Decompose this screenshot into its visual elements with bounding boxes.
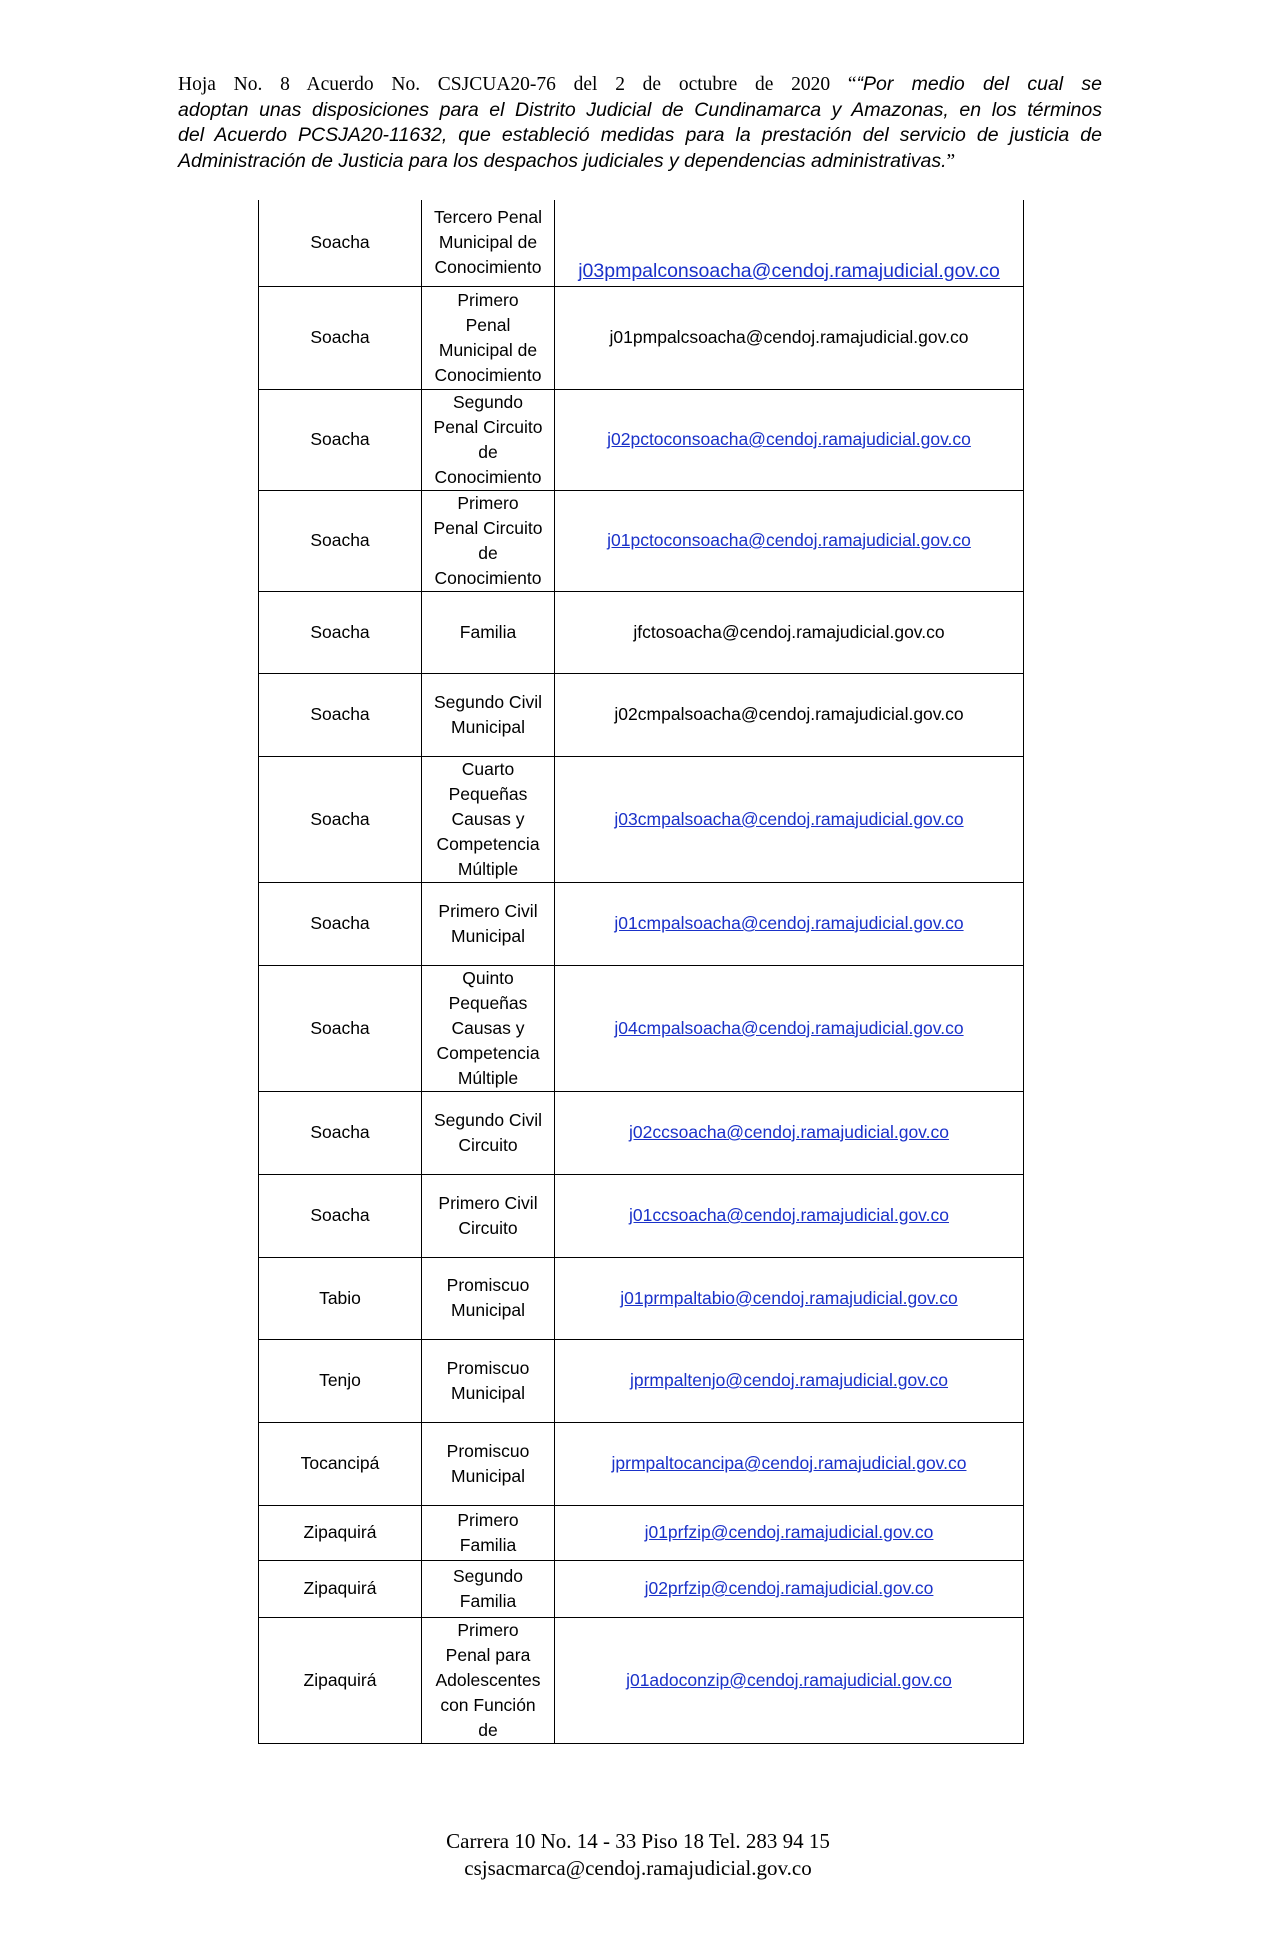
page-header [178,72,1102,174]
court-name-line: Penal Circuito [433,416,543,437]
municipality-cell: Soacha [259,490,422,591]
court-cell [422,200,555,286]
court-name-line: Conocimiento [434,257,542,278]
court-name-line: Municipal [451,1300,525,1320]
table-row [259,673,1024,756]
email-link[interactable]: j01pctoconsoacha@cendoj.ramajudicial.gov.co [555,490,1024,591]
court-cell [422,389,555,490]
municipality-cell: Soacha [259,756,422,882]
table-row [259,389,1024,490]
court-cell [422,673,555,756]
court-name-line: Competencia [436,833,540,854]
court-name-line: Circuito [458,1134,518,1155]
table-row [259,1339,1024,1422]
court-name-line: Quinto [462,967,514,988]
court-cell [422,882,555,965]
court-name-line: Primero [457,492,519,513]
header-line-2 [178,98,1102,124]
court-cell [422,286,555,389]
header-title-line-2: adoptan unas disposiciones para el Distrito Judicial de Cundinamarca y Amazonas, en los términos [178,98,1102,121]
court-name-line: de [478,542,498,563]
court-name-line: Municipal de [438,232,538,253]
header-closing-quote: ” [946,150,956,172]
court-cell [422,1617,555,1743]
municipality-cell: Soacha [259,882,422,965]
courts-email-table [258,200,1024,1744]
municipality-cell: Soacha [259,286,422,389]
table-row [259,1091,1024,1174]
court-cell [422,490,555,591]
court-name-line: Promiscuo [446,1275,530,1295]
municipality-cell: Soacha [259,200,422,286]
court-name-line: Familia [459,1590,517,1611]
email-link[interactable]: j02ccsoacha@cendoj.ramajudicial.gov.co [555,1091,1024,1174]
court-name-line: Múltiple [457,1067,519,1088]
court-name-line: Promiscuo [446,1357,530,1378]
court-name-line: Conocimiento [434,364,542,385]
court-name-line: Primero [457,1509,519,1530]
court-name-line: de [478,1719,498,1740]
court-name-line: Municipal [451,1465,525,1486]
email-link[interactable]: j01cmpalsoacha@cendoj.ramajudicial.gov.co [555,882,1024,965]
footer-address: Carrera 10 No. 14 - 33 Piso 18 Tel. 283 94 15 [446,1829,830,1853]
municipality-cell: Soacha [259,965,422,1091]
page-footer [0,1828,1276,1882]
court-cell [422,591,555,673]
table-row [259,1257,1024,1339]
header-line-4 [178,149,1102,175]
table-row [259,490,1024,591]
header-line-3 [178,123,1102,149]
municipality-cell: Tabio [259,1257,422,1339]
court-name-line: Promiscuo [446,1440,530,1461]
email-cell: j02cmpalsoacha@cendoj.ramajudicial.gov.co [555,673,1024,756]
municipality-cell: Tenjo [259,1339,422,1422]
email-link[interactable]: j01prmpaltabio@cendoj.ramajudicial.gov.co [555,1257,1024,1339]
court-name-line: Penal para [445,1644,531,1665]
court-cell [422,1560,555,1617]
table-row [259,1560,1024,1617]
court-name-line: Adolescentes [435,1669,541,1690]
court-name-line: Pequeñas [448,783,528,804]
court-name-line: Conocimiento [434,466,542,487]
email-link[interactable]: j01adoconzip@cendoj.ramajudicial.gov.co [555,1617,1024,1743]
court-name-line: Segundo [452,391,524,412]
email-link[interactable]: j01prfzip@cendoj.ramajudicial.gov.co [555,1505,1024,1560]
municipality-cell: Zipaquirá [259,1560,422,1617]
table-row [259,286,1024,389]
email-link[interactable]: j04cmpalsoacha@cendoj.ramajudicial.gov.co [555,965,1024,1091]
municipality-cell: Tocancipá [259,1422,422,1505]
header-line-1 [178,72,1102,98]
email-link[interactable]: j01ccsoacha@cendoj.ramajudicial.gov.co [555,1174,1024,1257]
court-name-line: Primero [457,1619,519,1640]
court-name-line: Penal Circuito [433,517,543,538]
header-reference: Hoja No. 8 Acuerdo No. CSJCUA20-76 del 2 de octubre de 2020 “ [178,74,857,95]
court-name-line: Familia [459,1534,517,1555]
court-name-line: Familia [459,621,517,642]
court-name-line: con Función [440,1694,536,1715]
email-cell: j01pmpalcsoacha@cendoj.ramajudicial.gov.co [555,286,1024,389]
court-name-line: Municipal [451,716,525,737]
court-name-line: Conocimiento [434,567,542,588]
court-name-line: Penal [465,314,511,335]
municipality-cell: Zipaquirá [259,1617,422,1743]
court-name-line: Primero Civil [438,900,538,921]
court-name-line: Segundo [452,1565,524,1586]
court-cell [422,1339,555,1422]
email-link[interactable]: j02prfzip@cendoj.ramajudicial.gov.co [555,1560,1024,1617]
court-cell [422,1422,555,1505]
table-row [259,1617,1024,1743]
email-link[interactable]: j03cmpalsoacha@cendoj.ramajudicial.gov.co [555,756,1024,882]
court-cell [422,1505,555,1560]
table-row [259,1422,1024,1505]
court-cell [422,1257,555,1339]
court-cell [422,756,555,882]
municipality-cell: Zipaquirá [259,1505,422,1560]
court-name-line: Múltiple [457,858,519,879]
email-cell: jfctosoacha@cendoj.ramajudicial.gov.co [555,591,1024,673]
court-name-line: Primero Civil [438,1192,538,1213]
municipality-cell: Soacha [259,1091,422,1174]
table-row [259,591,1024,673]
header-title-start: “Por medio del cual se [856,73,1102,95]
court-cell [422,1091,555,1174]
court-cell [422,1174,555,1257]
court-name-line: Municipal [451,925,525,946]
court-name-line: Pequeñas [448,992,528,1013]
municipality-cell: Soacha [259,389,422,490]
table-row [259,965,1024,1091]
court-name-line: Tercero Penal [434,207,542,228]
court-name-line: de [478,441,498,462]
court-name-line: Segundo Civil [434,1109,542,1130]
email-link[interactable]: j02pctoconsoacha@cendoj.ramajudicial.gov.co [555,389,1024,490]
footer-email: csjsacmarca@cendoj.ramajudicial.gov.co [464,1856,812,1880]
header-title-line-4: Administración de Justicia para los despachos judiciales y dependencias administrativas. [178,149,947,172]
court-name-line: Causas y [451,808,525,829]
email-link[interactable]: j03pmpalconsoacha@cendoj.ramajudicial.gov.co [555,200,1024,286]
court-name-line: Causas y [451,1017,525,1038]
municipality-cell: Soacha [259,591,422,673]
email-link[interactable]: jprmpaltocancipa@cendoj.ramajudicial.gov.co [555,1422,1024,1505]
table-body [259,200,1024,1743]
court-name-line: Municipal [451,1382,525,1403]
court-name-line: Municipal de [438,339,538,360]
court-name-line: Segundo Civil [434,691,542,712]
header-title-line-3: del Acuerdo PCSJA20-11632, que estableció medidas para la prestación del servicio de justicia de [178,124,1102,146]
municipality-cell: Soacha [259,673,422,756]
court-name-line: Competencia [436,1042,540,1063]
court-name-line: Circuito [458,1217,518,1238]
table-row [259,200,1024,286]
court-cell [422,965,555,1091]
table-row [259,1174,1024,1257]
court-name-line: Primero [457,289,519,310]
table-row [259,756,1024,882]
table-row [259,1505,1024,1560]
court-name-line: Cuarto [461,758,515,779]
municipality-cell: Soacha [259,1174,422,1257]
table-row [259,882,1024,965]
email-link[interactable]: jprmpaltenjo@cendoj.ramajudicial.gov.co [555,1339,1024,1422]
